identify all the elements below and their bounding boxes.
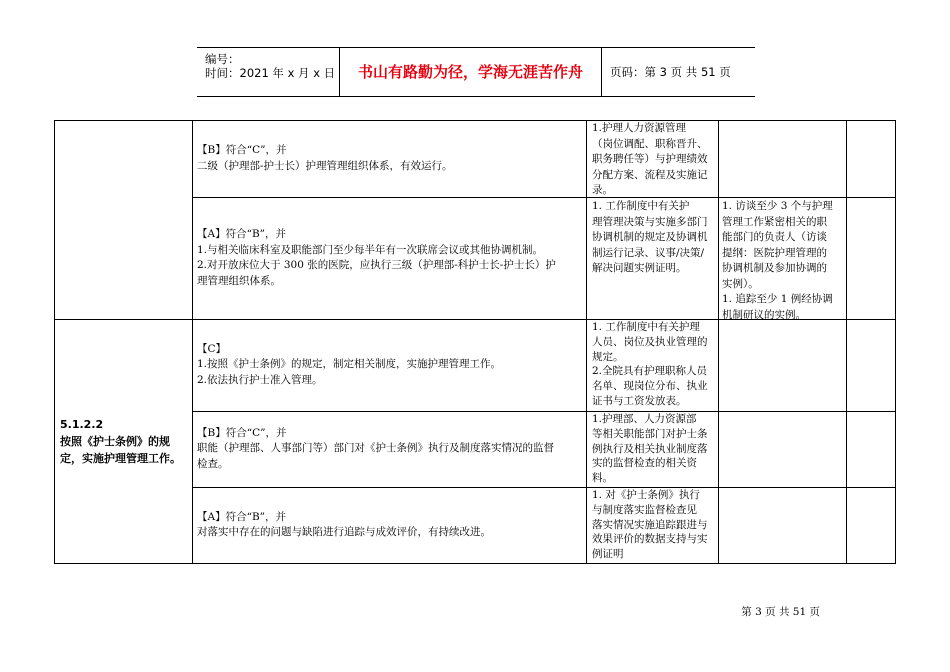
table-row-2-evidence: 1. 工作制度中有关护 理管理决策与实施多部门 协调机制的规定及协调机 制运行记录、议事/决策/ 解决问题实例证明。	[592, 200, 708, 274]
page-header	[197, 47, 755, 97]
table-row-2-criteria: 【A】符合“B”，并 1.与相关临床科室及职能部门至少每半年有一次联席会议或其他协调机制。 2.对开放床位大于 300 张的医院，应执行三级（护理部-科护士长-护士长）护 理管理组织体系。	[197, 228, 556, 287]
table-row-3-criteria: 【C】 1.按照《护士条例》的规定，制定相关制度，实施护理管理工作。 2.依法执行护士准入管理。	[197, 342, 502, 386]
document-number-label: 编号：	[205, 52, 240, 66]
header-page-number: 页码：第 3 页 共 51 页	[610, 65, 731, 79]
table-row-3-evidence: 1. 工作制度中有关护理 人员、岗位及执业管理的 规定。 2.全院具有护理职称人员 名单、现岗位分布、执业 证书与工资发放表。	[592, 321, 708, 407]
table-row-5-evidence: 1. 对《护士条例》执行 与制度落实监督检查见 落实情况实施追踪跟进与 效果评价的数据支持与实 例证明	[592, 489, 708, 561]
table-row-4-evidence: 1.护理部、人力资源部 等相关职能部门对护士条 例执行及相关执业制度落 实的监督检查的相关资 料。	[592, 413, 708, 485]
standard-title: 按照《护士条例》的规定，实施护理管理工作。	[60, 434, 181, 465]
page-footer: 第 3 页 共 51 页	[741, 606, 820, 618]
table-row-5-criteria: 【A】符合“B”，并 对落实中存在的问题与缺陷进行追踪与成效评价，有持续改进。	[197, 510, 491, 538]
header-meta	[197, 48, 340, 96]
standard-5122-cell	[60, 319, 188, 563]
header-motto: 书山有路勤为径，学海无涯苦作舟	[340, 48, 602, 96]
table-row-2-method: 1. 访谈至少 3 个与护理 管理工作紧密相关的职 能部门的负责人（访谈 提纲：医院护理管理的 协调机制及参加协调的 实例）。 1. 追踪至少 1 例经协调 机制研议的实例。	[722, 200, 833, 321]
standards-table	[54, 120, 896, 563]
table-row-1-evidence: 1.护理人力资源管理 （岗位调配、职称晋升、 职务聘任等）与护理绩效 分配方案、流程及实施记 录。	[592, 122, 708, 196]
standard-code: 5.1.2.2	[60, 417, 104, 431]
table-row-1-criteria: 【B】符合“C”，并 二级（护理部-护士长）护理管理组织体系，有效运行。	[197, 144, 453, 172]
table-row-4-criteria: 【B】符合“C”，并 职能（护理部、人事部门等）部门对《护士条例》执行及制度落实情况的监督 检查。	[197, 426, 554, 470]
document-date: 时间：2021 年 x 月 x 日	[205, 66, 336, 80]
